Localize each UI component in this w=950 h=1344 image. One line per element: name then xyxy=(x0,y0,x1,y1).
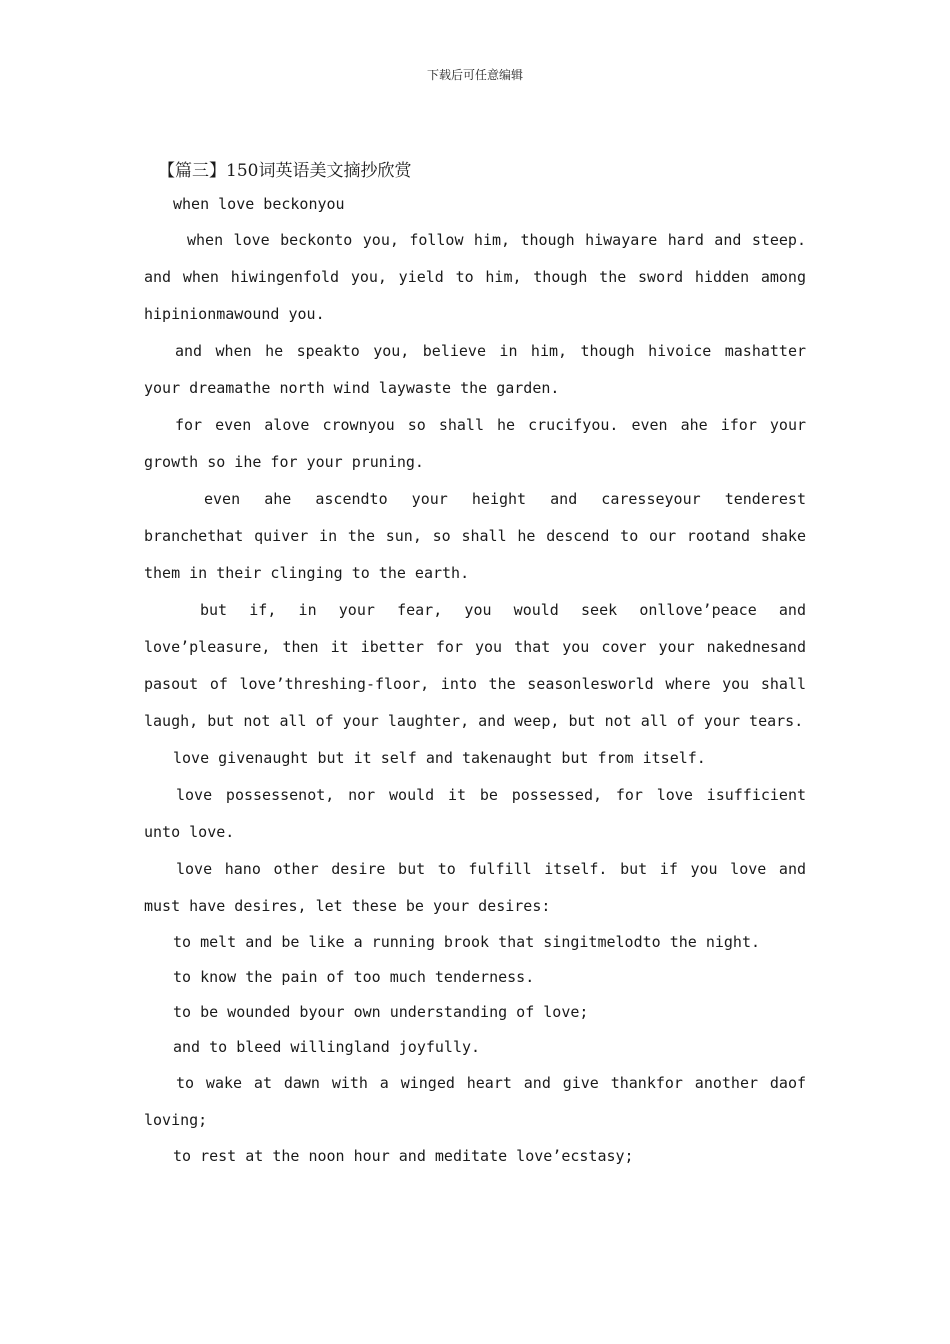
paragraph-7: love possessenot, nor would it be possessed, for love isufficient unto love. xyxy=(144,786,806,841)
page-header: 下载后可任意编辑 xyxy=(426,68,523,82)
paragraph-3: for even alove crownyou so shall he crucifyou. even ahe ifor your growth so ihe for your pruning. xyxy=(144,416,806,471)
document-subtitle: when love beckonyou xyxy=(173,195,345,213)
verse-line-4: and to bleed willingland joyfully. xyxy=(173,1038,481,1056)
closing-paragraph: to wake at dawn with a winged heart and give thankfor another daof loving; xyxy=(144,1074,806,1129)
verse-line-3: to be wounded byour own understanding of love; xyxy=(173,1003,589,1021)
paragraph-1: when love beckonto you, follow him, though hiwayare hard and steep. and when hiwingenfold you, yield to him, though the sword hidden among hipinionmawound you. xyxy=(144,231,806,323)
paragraph-5: but if, in your fear, you would seek onllove’peace and love’pleasure, then it ibetter for you that you cover your nakednesand pasout of love’threshing-floor, into the seasonlesworld where you shall laugh, but not all of your laughter, and weep, but not all of your tears. xyxy=(144,601,806,730)
document-body xyxy=(144,156,806,1174)
paragraph-8: love hano other desire but to fulfill itself. but if you love and must have desires, let these be your desires: xyxy=(144,860,806,915)
paragraph-6: love givenaught but it self and takenaught but from itself. xyxy=(173,749,706,767)
paragraph-2: and when he speakto you, believe in him, though hivoice mashatter your dreamathe north wind laywaste the garden. xyxy=(144,342,806,397)
document-title: 【篇三】150词英语美文摘抄欣赏 xyxy=(158,161,412,181)
verse-line-1: to melt and be like a running brook that singitmelodto the night. xyxy=(173,933,760,951)
last-line: to rest at the noon hour and meditate love’ecstasy; xyxy=(173,1147,634,1165)
paragraph-4: even ahe ascendto your height and caresseyour tenderest branchethat quiver in the sun, so shall he descend to our rootand shake them in their clinging to the earth. xyxy=(144,490,806,582)
verse-line-2: to know the pain of too much tenderness. xyxy=(173,968,535,986)
